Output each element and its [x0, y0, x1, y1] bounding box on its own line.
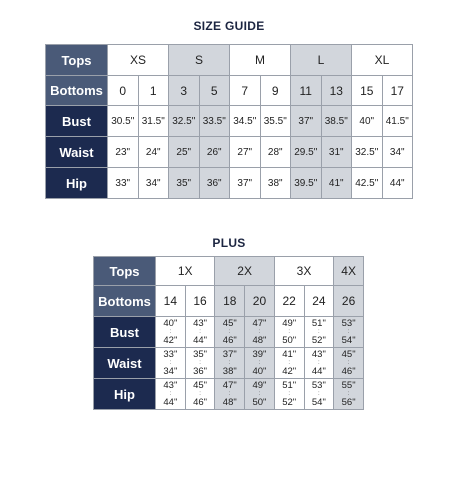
- plus-hip-range: [185, 379, 215, 410]
- range-min: 40": [163, 317, 178, 329]
- waist-value: 25": [169, 137, 200, 168]
- range-min: 43": [311, 348, 326, 360]
- bust-value: 30.5": [108, 106, 139, 137]
- plus-hip-range: [215, 379, 245, 410]
- waist-value: 27": [230, 137, 261, 168]
- range-min: 41": [282, 348, 297, 360]
- bottom-size: 1: [138, 76, 169, 106]
- plus-waist-range: [334, 348, 364, 379]
- plus-bust-row: [94, 317, 364, 348]
- tops-row: [46, 45, 413, 76]
- range-max: 44": [193, 334, 208, 346]
- plus-bust-label: Bust: [94, 317, 156, 348]
- plus-bust-range: [185, 317, 215, 348]
- hip-value: 42.5": [352, 168, 383, 199]
- plus-hip-row: [94, 379, 364, 410]
- plus-bust-range: [215, 317, 245, 348]
- range-separator: :: [199, 359, 201, 366]
- range-separator: :: [258, 328, 261, 335]
- range-max: 34": [163, 365, 178, 377]
- waist-value: 34": [382, 137, 413, 168]
- plus-hip-range: [156, 379, 186, 410]
- waist-value: 31": [321, 137, 352, 168]
- range-min: 51": [282, 379, 297, 391]
- plus-top-size-3x: 3X: [274, 257, 333, 286]
- range-separator: :: [228, 359, 231, 366]
- range-max: 52": [311, 334, 326, 346]
- range-max: 44": [311, 365, 326, 377]
- range-separator: :: [258, 359, 261, 366]
- hip-value: 34": [138, 168, 169, 199]
- bust-value: 31.5": [138, 106, 169, 137]
- hip-value: 36": [199, 168, 230, 199]
- range-separator: :: [169, 359, 172, 366]
- range-max: 56": [341, 396, 356, 408]
- range-max: 40": [252, 365, 267, 377]
- bust-value: 37": [291, 106, 322, 137]
- plus-bottom-size: 20: [245, 286, 275, 317]
- range-min: 35": [193, 348, 208, 360]
- plus-hip-range: [274, 379, 304, 410]
- plus-bust-range: [334, 317, 364, 348]
- plus-waist-range: [245, 348, 275, 379]
- hip-value: 41": [321, 168, 352, 199]
- range-max: 38": [222, 365, 237, 377]
- plus-bottom-size: 14: [156, 286, 186, 317]
- range-separator: :: [199, 390, 201, 397]
- waist-label: Waist: [46, 137, 108, 168]
- bottom-size: 7: [230, 76, 261, 106]
- hip-value: 37": [230, 168, 261, 199]
- plus-bottom-size: 16: [185, 286, 215, 317]
- plus-waist-range: [274, 348, 304, 379]
- range-max: 46": [341, 365, 356, 377]
- plus-size-table: [93, 256, 364, 410]
- bust-value: 38.5": [321, 106, 352, 137]
- size-guide-title: SIZE GUIDE: [193, 19, 265, 33]
- plus-waist-label: Waist: [94, 348, 156, 379]
- plus-waist-range: [156, 348, 186, 379]
- range-max: 46": [193, 396, 208, 408]
- range-min: 53": [341, 317, 356, 329]
- plus-bottom-size: 26: [334, 286, 364, 317]
- range-separator: :: [318, 328, 320, 335]
- plus-bust-range: [156, 317, 186, 348]
- bust-row: [46, 106, 413, 137]
- range-separator: :: [169, 328, 172, 335]
- plus-waist-row: [94, 348, 364, 379]
- range-max: 42": [163, 334, 178, 346]
- waist-value: 23": [108, 137, 139, 168]
- range-min: 43": [193, 317, 208, 329]
- range-min: 33": [163, 348, 178, 360]
- range-separator: :: [288, 390, 290, 397]
- plus-hip-range: [245, 379, 275, 410]
- range-max: 52": [282, 396, 297, 408]
- tops-label: Tops: [46, 45, 108, 76]
- range-separator: :: [318, 359, 320, 366]
- waist-value: 32.5": [352, 137, 383, 168]
- range-max: 44": [163, 396, 178, 408]
- waist-value: 24": [138, 137, 169, 168]
- range-separator: :: [347, 390, 350, 397]
- range-min: 53": [311, 379, 326, 391]
- bottom-size: 17: [382, 76, 413, 106]
- waist-value: 28": [260, 137, 291, 168]
- plus-top-size-1x: 1X: [156, 257, 215, 286]
- top-size-m: M: [230, 45, 291, 76]
- plus-bottoms-label: Bottoms: [94, 286, 156, 317]
- bottom-size: 0: [108, 76, 139, 106]
- range-max: 50": [282, 334, 297, 346]
- plus-bottom-size: 18: [215, 286, 245, 317]
- range-min: 45": [193, 379, 208, 391]
- top-size-s: S: [169, 45, 230, 76]
- plus-bottom-size: 24: [304, 286, 334, 317]
- plus-bust-range: [304, 317, 334, 348]
- range-min: 55": [341, 379, 356, 391]
- plus-hip-range: [304, 379, 334, 410]
- range-max: 48": [222, 396, 237, 408]
- range-min: 43": [163, 379, 178, 391]
- bust-label: Bust: [46, 106, 108, 137]
- bottom-size: 5: [199, 76, 230, 106]
- bottoms-label: Bottoms: [46, 76, 108, 106]
- waist-value: 29.5": [291, 137, 322, 168]
- hip-label: Hip: [46, 168, 108, 199]
- bust-value: 35.5": [260, 106, 291, 137]
- plus-bottom-size: 22: [274, 286, 304, 317]
- plus-waist-range: [185, 348, 215, 379]
- bottoms-row: [46, 76, 413, 106]
- range-separator: :: [199, 328, 201, 335]
- range-min: 45": [222, 317, 237, 329]
- plus-hip-label: Hip: [94, 379, 156, 410]
- plus-waist-range: [215, 348, 245, 379]
- bust-value: 34.5": [230, 106, 261, 137]
- bust-value: 40": [352, 106, 383, 137]
- bottom-size: 13: [321, 76, 352, 106]
- hip-value: 39.5": [291, 168, 322, 199]
- range-max: 54": [341, 334, 356, 346]
- bottom-size: 15: [352, 76, 383, 106]
- plus-bust-range: [274, 317, 304, 348]
- range-max: 36": [193, 365, 208, 377]
- bust-value: 41.5": [382, 106, 413, 137]
- range-max: 42": [282, 365, 297, 377]
- range-separator: :: [347, 328, 350, 335]
- hip-value: 35": [169, 168, 200, 199]
- bottom-size: 3: [169, 76, 200, 106]
- waist-value: 26": [199, 137, 230, 168]
- bust-value: 33.5": [199, 106, 230, 137]
- range-max: 46": [222, 334, 237, 346]
- hip-row: [46, 168, 413, 199]
- range-min: 49": [282, 317, 297, 329]
- top-size-xl: XL: [352, 45, 413, 76]
- hip-value: 33": [108, 168, 139, 199]
- waist-row: [46, 137, 413, 168]
- plus-bust-range: [245, 317, 275, 348]
- bottom-size: 9: [260, 76, 291, 106]
- plus-bottoms-row: [94, 286, 364, 317]
- range-max: 54": [311, 396, 326, 408]
- top-size-xs: XS: [108, 45, 169, 76]
- plus-tops-row: [94, 257, 364, 286]
- range-separator: :: [228, 328, 231, 335]
- range-separator: :: [288, 359, 290, 366]
- range-min: 47": [252, 317, 267, 329]
- hip-value: 44": [382, 168, 413, 199]
- range-separator: :: [228, 390, 231, 397]
- range-min: 39": [252, 348, 267, 360]
- plus-waist-range: [304, 348, 334, 379]
- range-min: 47": [222, 379, 237, 391]
- bottom-size: 11: [291, 76, 322, 106]
- range-separator: :: [347, 359, 350, 366]
- range-separator: :: [318, 390, 320, 397]
- range-separator: :: [288, 328, 290, 335]
- bust-value: 32.5": [169, 106, 200, 137]
- plus-top-size-2x: 2X: [215, 257, 274, 286]
- plus-top-size-4x: 4X: [334, 257, 364, 286]
- top-size-l: L: [291, 45, 352, 76]
- range-min: 37": [222, 348, 237, 360]
- plus-title: PLUS: [212, 236, 246, 250]
- hip-value: 38": [260, 168, 291, 199]
- range-min: 45": [341, 348, 356, 360]
- range-min: 51": [311, 317, 326, 329]
- range-separator: :: [258, 390, 261, 397]
- plus-tops-label: Tops: [94, 257, 156, 286]
- range-min: 49": [252, 379, 267, 391]
- range-max: 48": [252, 334, 267, 346]
- plus-hip-range: [334, 379, 364, 410]
- range-separator: :: [169, 390, 172, 397]
- range-max: 50": [252, 396, 267, 408]
- size-guide-table: [45, 44, 413, 199]
